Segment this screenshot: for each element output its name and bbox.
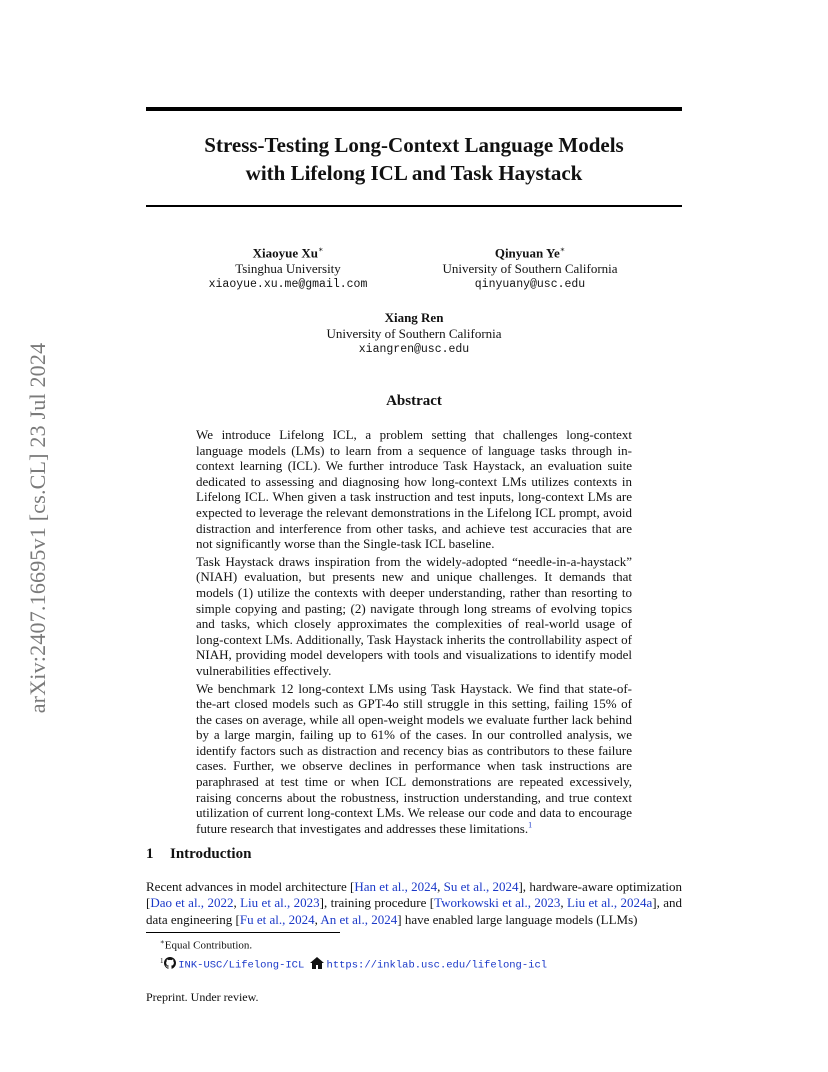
github-icon [164,957,176,974]
abstract-paragraph: Task Haystack draws inspiration from the widely-adopted “needle-in-a-haystack” (NIAH) evaluation, but presents new and unique challenges. It demands that models (1) utilize the contexts with deeper understanding, rather than resorting to simple copying and pasting; (2) navigate through long streams of evolving topics and tasks, which closely approximates the complexities of real-world usage of long-context LMs. Additionally, Task Haystack inherits the controllability aspect of NIAH, providing model developers with tools and visualizations to identify model vulnerabilities effectively. [196,553,632,678]
author-name: Xiang Ren [384,310,444,325]
project-homepage-link[interactable]: https://inklab.usc.edu/lifelong-icl [326,959,548,972]
abstract-paragraph: We benchmark 12 long-context LMs using Task Haystack. We find that state-of-the-art closed models such as GPT-4o still struggle in this setting, failing 15% of the cases on average, while all open-weight models we evaluate further lack behind by a large margin, failing up to 61% of the cases. In our controlled analysis, we identify factors such as distraction and recency bias as contributors to these failure cases. Further, we observe declines in performance when task instructions are paraphrased at test time or when ICL demonstrations are repeated excessively, raising concerns about the robustness, instruction understanding, and true context utilization of current long-context LMs. We release our code and data to encourage future research that investigates and addresses these limitations.$^1$ [196,680,632,836]
home-icon [310,957,324,974]
citation-link[interactable]: Su et al., 2024 [443,879,519,894]
citation-link[interactable]: Liu et al., 2024a [567,895,653,911]
title-bottom-rule [146,205,682,207]
author-name: Qinyuan Ye∗ [494,245,566,261]
title-top-rule [146,107,682,111]
abstract-heading: Abstract [386,393,442,409]
title-line-2: with Lifelong ICL and Task Haystack [245,161,583,185]
paper-title [146,131,682,187]
section-title: Introduction [170,846,252,862]
citation-link[interactable]: Dao et al., 2022 [150,895,234,911]
citation-link[interactable]: Han et al., 2024 [354,879,438,894]
citation-link[interactable]: An et al., 2024 [320,911,398,927]
abstract-paragraph: We introduce Lifelong ICL, a problem setting that challenges long-context language models (LMs) to learn from a sequence of language tasks through in-context learning (ICL). We further introduce Task Haystack, an evaluation suite dedicated to assessing and diagnosing how long-context LMs utilizes contexts in Lifelong ICL. When given a task instruction and test inputs, long-context LMs are expected to leverage the relevant demonstrations in the Lifelong ICL prompt, avoid distraction and interference from other tasks, and achieve test accuracies that are not significantly worse than the Single-task ICL baseline. [196,427,632,552]
introduction-text [146,879,682,928]
arxiv-identifier-stamp: arXiv:2407.16695v1 [cs.CL] 23 Jul 2024 [25,342,50,714]
section-number: 1 [146,846,154,862]
citation-link[interactable]: Fu et al., 2024 [239,911,315,927]
author-affiliation: University of Southern California [326,326,502,341]
author-affiliation: Tsinghua University [235,261,341,277]
abstract-body [196,427,632,838]
title-line-1: Stress-Testing Long-Context Language Models [204,133,624,157]
author-block-2 [420,242,640,293]
footnote-equal-contribution: ∗Equal Contribution. [160,938,253,952]
author-block-3 [304,310,524,358]
footnote-rule [146,932,340,933]
author-block-1 [188,242,388,293]
author-email[interactable]: qinyuany@usc.edu [474,278,586,292]
author-email[interactable]: xiaoyue.xu.me@gmail.com [208,278,368,292]
citation-link[interactable]: Liu et al., 2023 [240,895,320,911]
author-name: Xiaoyue Xu∗ [252,245,324,261]
github-repo-link[interactable]: INK-USC/Lifelong-ICL [178,959,305,972]
citation-link[interactable]: Tworkowski et al., 2023 [434,895,561,911]
author-email[interactable]: xiangren@usc.edu [358,343,470,356]
preprint-note: Preprint. Under review. [146,990,259,1004]
section-heading-introduction [146,846,251,863]
footnote-links: $^1$ INK-USC/Lifelong-ICL https://inklab.usc.edu/lifelong-icl [146,954,547,975]
author-affiliation: University of Southern California [442,261,618,277]
footnotes [146,935,547,974]
intro-paragraph: Recent advances in model architecture [Han et al., 2024, Su et al., 2024], hardware-aware optimization [Dao et al., 2022, Liu et al., 2023], training procedure [Tworkowski et al., 2023, Liu et al., 2024a], and data engineering [Fu et al., 2024, An et al., 2024] have enabled large language models (LLMs) [146,879,683,927]
footnote-ref-link[interactable]: 1 [528,820,533,830]
